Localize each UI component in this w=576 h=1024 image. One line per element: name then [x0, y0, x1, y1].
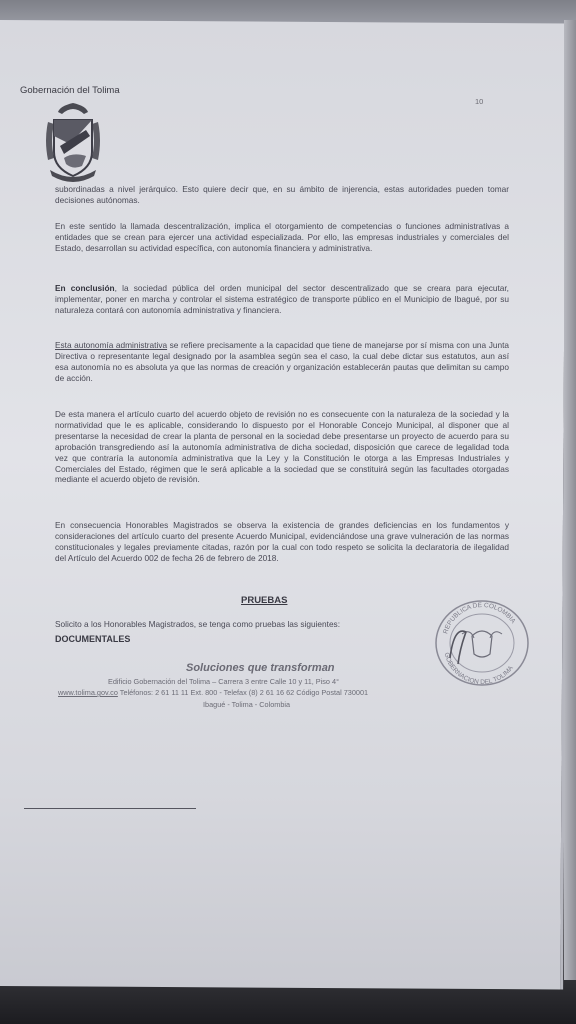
pruebas-intro: Solicito a los Honorables Magistrados, se tenga como pruebas las siguientes:: [55, 619, 341, 629]
paragraph-administrative-autonomy: [55, 340, 509, 384]
footer-website-link[interactable]: www.tolima.gov.co: [58, 688, 118, 697]
autonomy-text: se refiere precisamente a la capacidad que tiene de manejarse por sí misma con una Junta Directiva o representante legal designado por la asamblea según sea el caso, la cual debe dictar sus estatutos, aun así esa autonomía no es absoluta ya que las normas de creación y organización establecerán pautas que delimitan su campo de acción.: [55, 340, 509, 383]
page-edge-shadow: [564, 20, 576, 980]
conclusion-text: , la sociedad pública del orden municipal del sector descentralizado que se creara para ejecutar, implementar, poner en marcha y controlar el sistema estratégico de transporte público en el Municipio de Ibagué, por su naturaleza contará con autonomía administrativa y financiera.: [55, 283, 509, 315]
footer-slogan: Soluciones que transforman: [186, 662, 335, 674]
paragraph-article-four: De esta manera el artículo cuarto del acuerdo objeto de revisión no es consecuente con la naturaleza de la sociedad y la normatividad que le es aplicable, considerando lo dispuesto por el Honorable Concejo Municipal, al disponer que al presentarse la necesidad de crear la planta de personal en la sociedad debe presentarse un proyecto de acuerdo para su aprobación transgrediendo así la autonomía administrativa de dicha sociedad, disposición que carece de legalidad toda vez que contraría la autonomía administrativa que la Ley y la Constitución le otorga a las Empresas Industriales y Comerciales del Estado, régimen que le será aplicable a la sociedad que se constituirá según las facultades otorgadas mediante el acuerdo objeto de revisión.: [55, 409, 509, 485]
stamp-bottom-text: GOBERNACION DEL TOLIMA: [442, 651, 515, 687]
footer-contact: [58, 688, 368, 697]
footer-address: Edificio Gobernación del Tolima – Carrera 3 entre Calle 10 y 11, Piso 4°: [108, 677, 339, 686]
paragraph-decentralization: En este sentido la llamada descentralización, implica el otorgamiento de competencias o funciones administrativas a entidades que se crean para ejercer una actividad especializada. Por ello, las empresas industriales y comerciales del Estado, desarrollan su actividad específica, con autonomía financiera y administrativa.: [55, 221, 509, 253]
page-number: 10: [475, 97, 484, 106]
paragraph-autonomy-intro: subordinadas a nivel jerárquico. Esto quiere decir que, en su ámbito de injerencia, estas autoridades pueden tomar decisiones autónomas.: [55, 184, 509, 205]
footer-phones: Teléfonos: 2 61 11 11 Ext. 800 - Telefax (8) 2 61 16 62 Código Postal 730001: [119, 688, 369, 697]
paragraph-conclusion: [55, 283, 509, 316]
signature-line: [24, 808, 196, 809]
stamp-top-text: REPUBLICA DE COLOMBIA: [442, 601, 517, 635]
pruebas-heading: PRUEBAS: [241, 595, 288, 606]
letterhead-title: Gobernación del Tolima: [20, 85, 120, 96]
autonomy-lead: Esta autonomía administrativa: [55, 340, 168, 350]
paragraph-consequence: En consecuencia Honorables Magistrados se observa la existencia de grandes deficiencias en los fundamentos y consideraciones del artículo cuarto del presente Acuerdo Municipal, evidenciándose una grave vulneración de las normas constitucionales y legales previamente citadas, razón por la cual con todo respeto se solicita la declaratoria de ilegalidad del Artículo del Acuerdo 002 de fecha 26 de febrero de 2018.: [55, 520, 509, 563]
conclusion-lead: En conclusión: [55, 283, 115, 293]
footer-city: Ibagué - Tolima - Colombia: [203, 700, 291, 709]
documentales-heading: DOCUMENTALES: [55, 634, 131, 644]
official-stamp: [432, 598, 532, 688]
tolima-coat-of-arms-icon: [40, 100, 106, 186]
